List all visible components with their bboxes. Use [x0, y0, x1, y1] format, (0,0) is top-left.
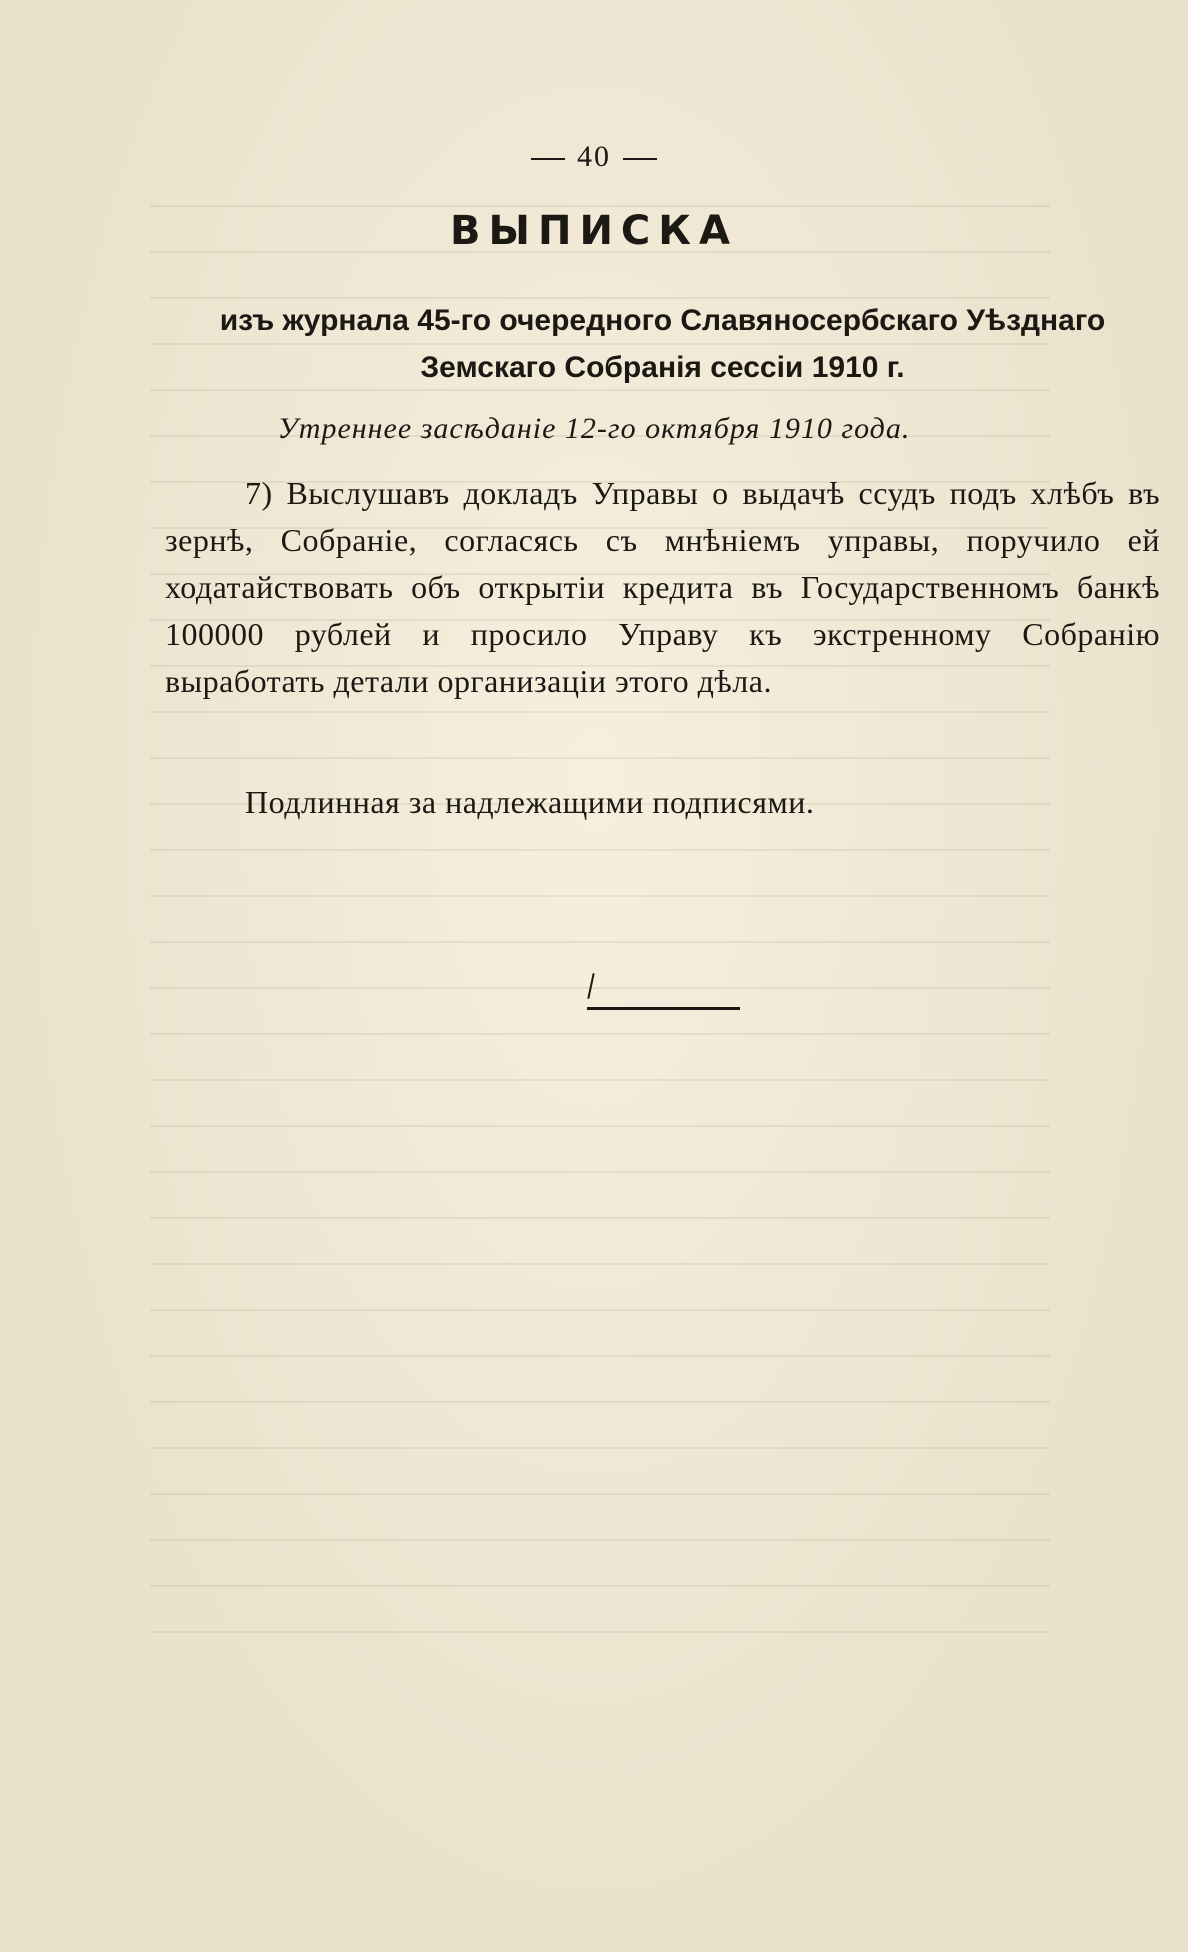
closing-rule [587, 1007, 740, 1010]
page-number [0, 140, 1188, 174]
document-heading: ВЫПИСКА [450, 208, 738, 254]
pen-mark [587, 973, 594, 999]
document-subtitle: изъ журнала 45-го очередного Славяносербскаго Уѣзднаго Земскаго Собранія сессіи 1910 г. [219, 304, 1106, 384]
page-number-value: 40 [577, 140, 611, 173]
dash-right [623, 158, 657, 160]
closing-line: Подлинная за надлежащими подписями. [245, 784, 815, 820]
session-line: Утреннее засѣданіе 12-го октября 1910 года. [277, 412, 911, 445]
resolution-paragraph: 7) Выслушавъ докладъ Управы о выдачѣ ссудъ подъ хлѣбъ въ зернѣ, Собраніе, согласясь съ мнѣніемъ управы, поручило ей ходатайствовать объ открытіи кредита въ Государственномъ банкѣ 100000 рублей и просило Управу къ экстренному Собранію выработать детали организаціи этого дѣла. [165, 475, 1160, 699]
dash-left [531, 158, 565, 160]
